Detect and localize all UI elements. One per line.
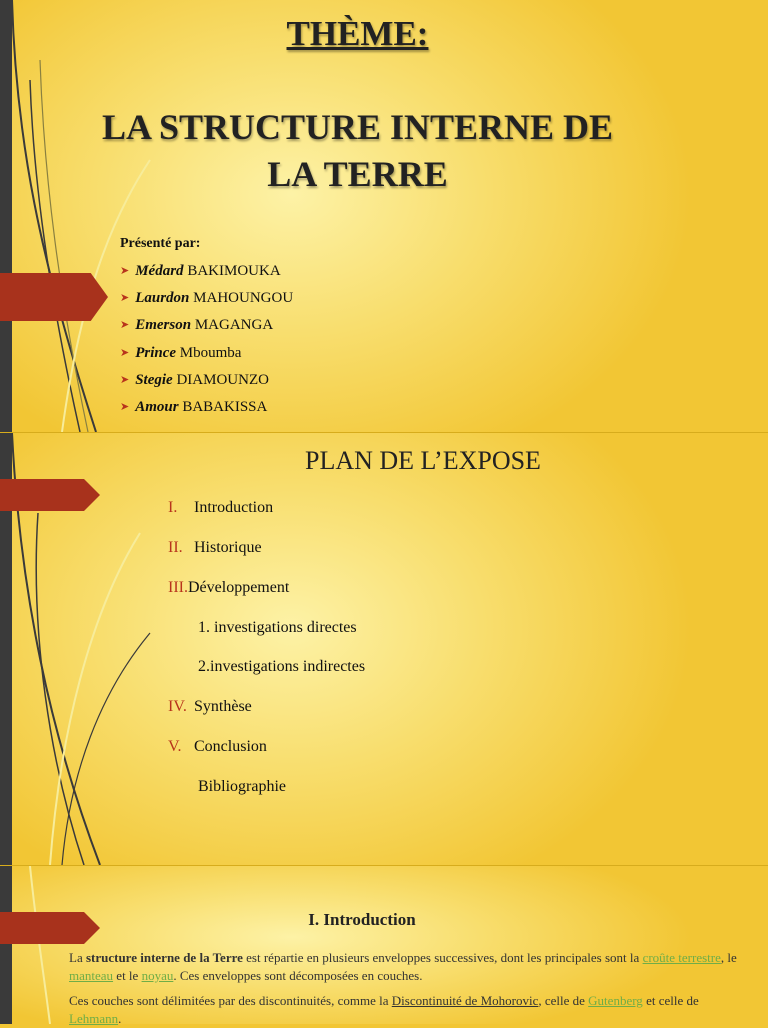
plan-item-number: I. bbox=[168, 499, 178, 516]
plan-item bbox=[168, 579, 289, 597]
bold-term: structure interne de la Terre bbox=[85, 950, 243, 965]
plan-subitem bbox=[198, 619, 357, 637]
presenter-last-name: MAHOUNGOU bbox=[193, 290, 294, 307]
plan-item-number: V. bbox=[168, 738, 182, 755]
presenter-last-name: BABAKISSA bbox=[182, 398, 268, 415]
title-line-1: LA STRUCTURE INTERNE DE bbox=[101, 107, 614, 147]
section-title: I. Introduction bbox=[308, 910, 416, 929]
arrow-bullet-icon: ➤ bbox=[120, 346, 130, 359]
text-run: Ces couches sont délimitées par des discontinuités, comme la bbox=[69, 993, 392, 1008]
presenter-first-name: Emerson bbox=[135, 317, 192, 334]
presenter-last-name: MAGANGA bbox=[194, 317, 274, 334]
text-run: et le bbox=[113, 968, 142, 983]
plan-item-text: Introduction bbox=[194, 499, 274, 516]
page-title bbox=[0, 104, 715, 198]
text-run: , celle de bbox=[538, 993, 589, 1008]
plan-item bbox=[168, 738, 267, 756]
plan-item bbox=[168, 499, 273, 517]
arrow-bullet-icon: ➤ bbox=[120, 292, 130, 305]
presenter-last-name: Mboumba bbox=[179, 344, 242, 361]
presenter-item bbox=[120, 340, 293, 367]
presenter-item bbox=[120, 285, 293, 312]
plan-item bbox=[198, 778, 286, 796]
link-gutenberg[interactable]: Gutenberg bbox=[588, 993, 643, 1008]
intro-paragraph-1 bbox=[69, 949, 749, 985]
presenter-first-name: Stegie bbox=[135, 371, 173, 388]
plan-item-text: 1. investigations directes bbox=[198, 619, 357, 636]
intro-paragraph-2 bbox=[69, 992, 749, 1028]
text-run: , le bbox=[720, 950, 737, 965]
presenter-first-name: Amour bbox=[135, 398, 179, 415]
plan-item-text: Synthèse bbox=[194, 698, 252, 715]
plan-item bbox=[168, 698, 252, 716]
arrow-bullet-icon: ➤ bbox=[120, 319, 130, 332]
ribbon-accent bbox=[0, 479, 100, 511]
text-run: . Ces enveloppes sont décomposées en couches. bbox=[173, 968, 423, 983]
link-mohorovic[interactable]: Discontinuité de Mohorovic bbox=[391, 993, 539, 1008]
presenter-item bbox=[120, 367, 293, 394]
presenter-last-name: DIAMOUNZO bbox=[176, 371, 269, 388]
plan-item-text: Développement bbox=[187, 579, 290, 596]
presenter-item bbox=[120, 312, 293, 339]
presenter-first-name: Prince bbox=[135, 344, 177, 361]
presented-by-label: Présenté par: bbox=[120, 236, 201, 251]
presenter-last-name: BAKIMOUKA bbox=[187, 263, 281, 279]
slide-plan bbox=[0, 433, 768, 865]
plan-item-text: Bibliographie bbox=[198, 778, 286, 795]
text-run: est répartie en plusieurs enveloppes successives, dont les principales sont la bbox=[242, 950, 643, 965]
presenter-item bbox=[120, 394, 293, 421]
plan-item-number: II. bbox=[168, 539, 183, 556]
plan-title: PLAN DE L’EXPOSE bbox=[305, 446, 541, 475]
plan-item-text: Historique bbox=[194, 539, 262, 556]
text-run: et celle de bbox=[642, 993, 699, 1008]
plan-subitem bbox=[198, 658, 365, 676]
slide-title bbox=[0, 0, 768, 432]
link-noyau[interactable]: noyau bbox=[141, 968, 174, 983]
link-manteau[interactable]: manteau bbox=[69, 968, 114, 983]
arrow-bullet-icon: ➤ bbox=[120, 373, 130, 386]
presenter-first-name: Médard bbox=[135, 263, 184, 279]
plan-item-text: Conclusion bbox=[194, 738, 267, 755]
plan-item bbox=[168, 539, 262, 557]
arrow-bullet-icon: ➤ bbox=[120, 400, 130, 413]
link-lehmann[interactable]: Lehmann bbox=[69, 1011, 119, 1026]
text-run: . bbox=[118, 1011, 122, 1026]
presenter-item bbox=[120, 258, 293, 285]
theme-heading: THÈME: bbox=[286, 14, 429, 53]
ribbon-accent bbox=[0, 273, 108, 321]
plan-item-number: IV. bbox=[168, 698, 187, 715]
title-line-2: LA TERRE bbox=[267, 154, 448, 194]
text-run: La bbox=[69, 950, 86, 965]
arrow-bullet-icon: ➤ bbox=[120, 265, 130, 277]
plan-item-text: 2.investigations indirectes bbox=[198, 658, 366, 675]
link-croute-terrestre[interactable]: croûte terrestre bbox=[642, 950, 721, 965]
presenter-first-name: Laurdon bbox=[135, 290, 190, 307]
plan-item-number: III. bbox=[168, 579, 188, 596]
presenter-list bbox=[120, 258, 293, 421]
presenters-block bbox=[120, 236, 293, 421]
